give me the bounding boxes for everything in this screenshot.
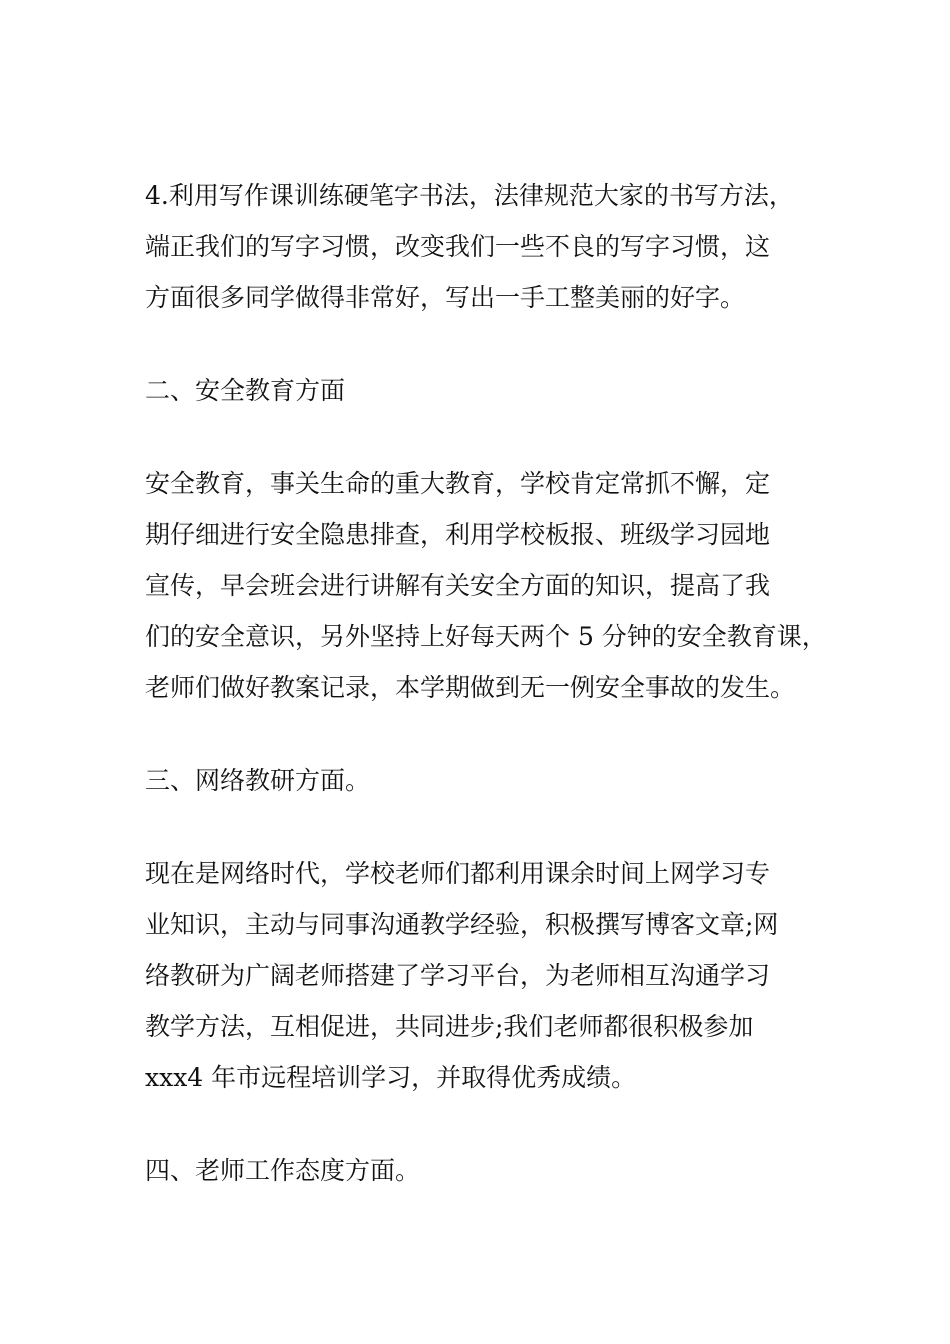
heading-text: 三、网络教研方面。: [145, 766, 371, 795]
text-line: 安全教育，事关生命的重大教育，学校肯定常抓不懈，定: [145, 469, 771, 498]
heading-text: 四、老师工作态度方面。: [145, 1156, 421, 1185]
paragraph-handwriting: [145, 170, 835, 323]
text-line: 期仔细进行安全隐患排查，利用学校板报、班级学习园地: [145, 520, 771, 549]
section-heading-online-research: [145, 755, 835, 806]
text-line: 络教研为广阔老师搭建了学习平台，为老师相互沟通学习: [145, 961, 771, 990]
text-line: 方面很多同学做得非常好，写出一手工整美丽的好字。: [145, 283, 746, 312]
text-line: 端正我们的写字习惯，改变我们一些不良的写字习惯，这: [145, 232, 771, 261]
text-line: 们的安全意识，另外坚持上好每天两个 5 分钟的安全教育课，: [145, 622, 827, 651]
text-line: 现在是网络时代，学校老师们都利用课余时间上网学习专: [145, 859, 771, 888]
heading-text: 二、安全教育方面: [145, 376, 346, 405]
section-heading-teacher-attitude: [145, 1145, 835, 1196]
text-line: 业知识，主动与同事沟通教学经验，积极撰写博客文章;网: [145, 910, 779, 939]
text-line: 教学方法，互相促进，共同进步;我们老师都很积极参加: [145, 1012, 754, 1041]
text-line: xxx4 年市远程培训学习，并取得优秀成绩。: [145, 1063, 637, 1092]
text-line: 老师们做好教案记录，本学期做到无一例安全事故的发生。: [145, 673, 796, 702]
document-body: [145, 170, 835, 1196]
section-heading-safety: [145, 365, 835, 416]
paragraph-safety: [145, 458, 835, 713]
text-line: 4.利用写作课训练硬笔字书法，法律规范大家的书写方法，: [145, 181, 794, 210]
paragraph-online-research: [145, 848, 835, 1103]
text-line: 宣传，早会班会进行讲解有关安全方面的知识，提高了我: [145, 571, 771, 600]
